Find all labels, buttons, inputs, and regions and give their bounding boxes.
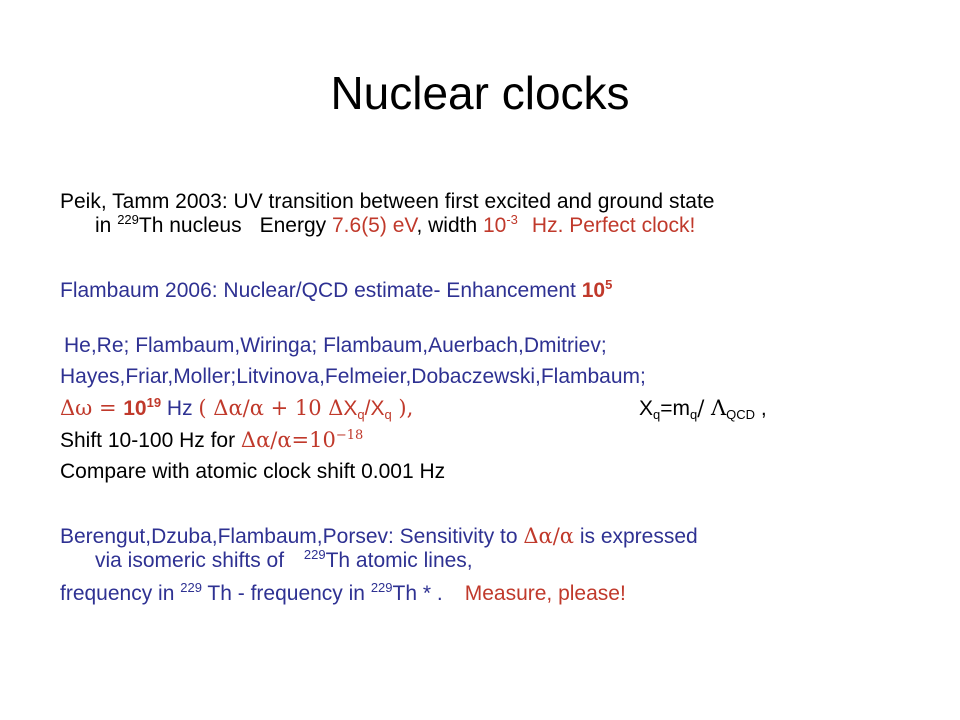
paragraph-berengut <box>60 524 910 606</box>
measure-please: Measure, please! <box>464 582 626 605</box>
slide-title: Nuclear clocks <box>330 67 630 119</box>
flambaum-text: Flambaum 2006: Nuclear/QCD estimate- Enhancement <box>60 279 582 302</box>
paragraph-flambaum-2006 <box>60 279 910 303</box>
references-line-1: He,Re; Flambaum,Wiringa; Flambaum,Auerbach,Dmitriev; <box>64 334 607 357</box>
berengut-line-3: frequency in $^{229}$ Th - frequency in $^{229}$Th * . Measure, please! <box>60 580 626 605</box>
text-energy-label: Energy <box>259 214 332 237</box>
delta-omega: Δω = <box>60 396 124 420</box>
enhancement-value: $10^5$ <box>581 277 613 302</box>
energy-value: 7.6(5) eV <box>332 214 417 237</box>
alpha-ratio: Δα/α <box>523 524 574 548</box>
isotope-superscript: 229 <box>117 212 139 227</box>
paragraph-peik-tamm <box>60 190 910 238</box>
text-width-label: , width <box>416 214 483 237</box>
text-in: in <box>95 214 118 237</box>
alpha-variation: $\Delta\alpha/\alpha=10^{-18}$ <box>240 428 364 452</box>
berengut-line-1: Berengut,Dzuba,Flambaum,Porsev: Sensitivity to Δα/α is expressed <box>60 524 698 548</box>
shift-range-text: Shift 10-100 Hz for <box>60 429 241 452</box>
hz-unit: Hz <box>161 397 199 420</box>
width-value: $10^{-3}$ <box>482 212 518 237</box>
enhancement-formula: ( Δα/α + 10 $\Delta X_q/X_q$ ), <box>198 396 414 422</box>
atomic-clock-line: Compare with atomic clock shift 0.001 Hz <box>60 460 446 483</box>
peik-line-1: Peik, Tamm 2003: UV transition between first excited and ground state <box>60 190 715 213</box>
shift-range-line <box>60 428 910 453</box>
peik-line-2 <box>60 214 910 238</box>
xq-definition: $X_q=m_q/$ $\Lambda_{QCD}$ , <box>639 396 767 422</box>
paragraph-references <box>60 334 910 484</box>
berengut-line-2: via isomeric shifts of $^{229}$Th atomic lines, <box>95 547 473 572</box>
text-th-nucleus: Th nucleus <box>138 214 242 237</box>
shift-magnitude: $10^{19}$ <box>123 395 162 420</box>
references-line-2: Hayes,Friar,Moller;Litvinova,Felmeier,Dobaczewski,Flambaum; <box>60 365 646 388</box>
frequency-shift-line <box>60 396 910 421</box>
perfect-clock-text: Hz. Perfect clock! <box>531 214 696 237</box>
